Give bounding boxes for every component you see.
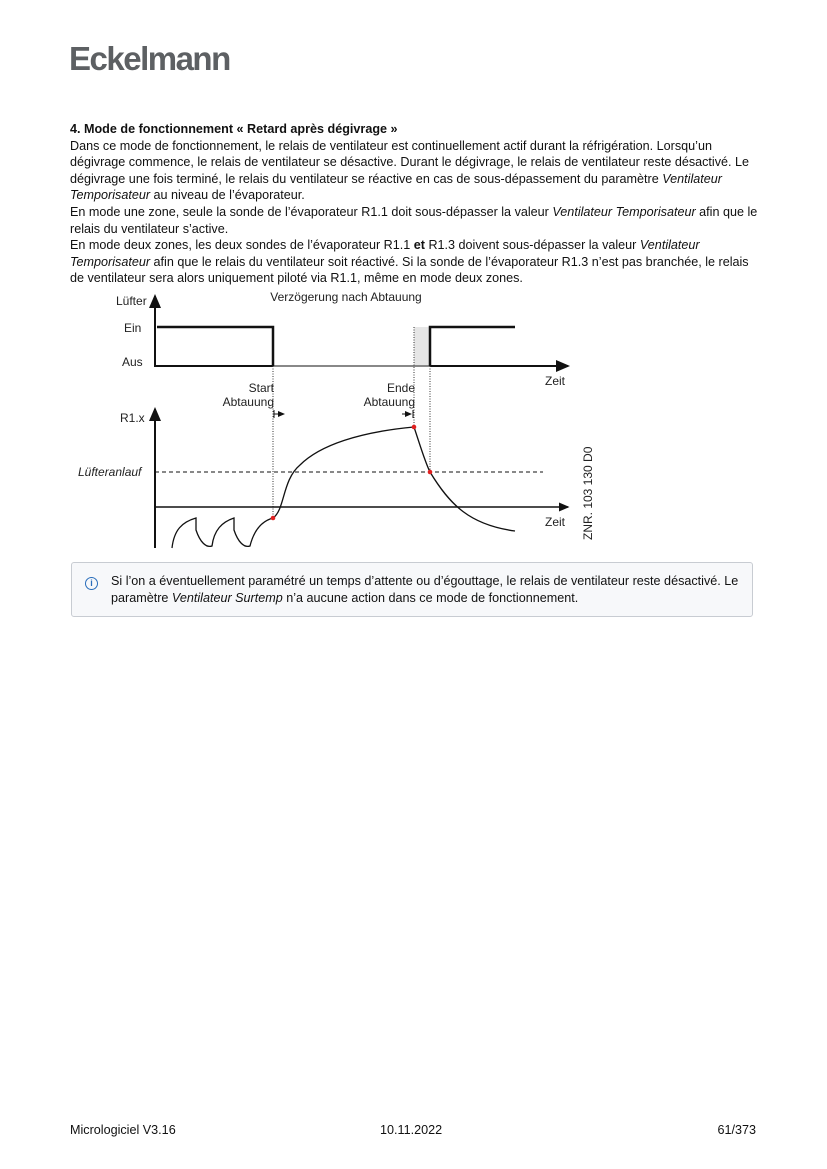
note-text-2: n’a aucune action dans ce mode de fonctionnement. [282,591,579,605]
info-note [71,562,753,617]
diagram-title: Verzögerung nach Abtauung [270,290,422,304]
end-arrow-icon [402,410,413,418]
delay-shade [414,327,430,366]
fan-on-before [157,327,273,366]
bottom-y-label: R1.x [120,411,145,425]
footer-page: 61/373 [717,1123,756,1137]
start-label-1: Start [248,381,274,395]
note-param: Ventilateur Surtemp [171,591,283,605]
start-label-2: Abtauung [222,395,274,409]
bottom-x-label: Zeit [545,515,566,529]
top-y-label: Lüfter [116,294,147,308]
footer-version: Micrologiciel V3.16 [70,1123,176,1137]
note-text [111,573,741,607]
fan-start-point [428,470,433,475]
p3-bold: et [413,238,425,253]
p3-mid: R1.3 doivent sous-dépasser la valeur [424,238,640,253]
end-point [412,425,417,430]
note-text-1: Si l’on a éventuellement paramétré un temps d’attente ou d’égouttage, le relais de ventilateur reste désactivé. Le paramètre [111,574,739,605]
p3-text: En mode deux zones, les deux sondes de l’évaporateur R1.1 [70,238,414,253]
threshold-label: Lüfteranlauf [78,465,142,479]
end-label-2: Abtauung [363,395,415,409]
p3-param: Ventilateur Temporisateur [70,238,700,269]
info-icon: i [85,577,98,590]
aus-label: Aus [122,355,143,369]
ein-label: Ein [124,321,142,335]
top-x-label: Zeit [545,374,566,388]
p2-end: afin que le relais du ventilateur s’active. [70,204,758,236]
footer-date: 10.11.2022 [380,1123,443,1137]
drawing-ref: ZNR. 103 130 D0 [581,446,595,540]
p1-text: Dans ce mode de fonctionnement, le relais de ventilateur est continuellement actif durant la réfrigération. Lorsqu’un dégivrage commence, le relais de ventilateur se désactive. Durant le dégivrage, le relais de ventilateur reste désactivé. Le dégivrage une fois terminé, le relais du ventilateur se réactive en cas de sous-dépassement du paramètre [70,138,750,186]
temperature-curve [172,427,515,548]
start-arrow-icon [274,410,284,418]
end-label-1: Ende [386,381,415,395]
fan-on-after [430,327,515,366]
p1-end: au niveau de l’évaporateur. [150,188,305,203]
p2-text: En mode une zone, seule la sonde de l’évaporateur R1.1 doit sous-dépasser la valeur [70,204,553,219]
eckelmann-logo: Eckelmann [69,40,230,77]
start-point [271,516,276,521]
p2-param: Ventilateur Temporisateur [552,204,696,219]
p3-end: afin que le relais du ventilateur soit réactivé. Si la sonde de l’évaporateur R1.3 n’est pas branchée, le relais de ventilateur sera alors uniquement piloté via R1.1, même en mode deux zones. [70,254,749,286]
p1-param: Ventilateur Temporisateur [70,171,722,203]
section-title: 4. Mode de fonctionnement « Retard après dégivrage » [70,122,398,136]
